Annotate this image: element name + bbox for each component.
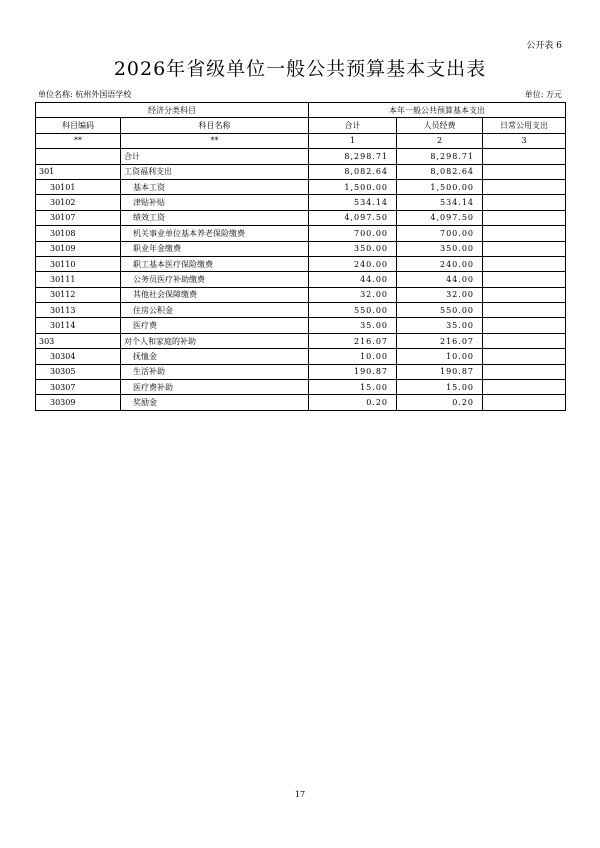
row-personnel: 550.00 [397, 303, 483, 318]
table-row [36, 364, 566, 379]
row-routine [483, 256, 566, 271]
column-header-routine: 日常公用支出 [483, 118, 566, 133]
row-routine [483, 195, 566, 210]
table-row [36, 303, 566, 318]
page-number: 17 [294, 790, 306, 799]
row-routine [483, 226, 566, 241]
row-personnel: 44.00 [397, 272, 483, 287]
row-personnel: 4,097.50 [397, 210, 483, 225]
header-group-left: 经济分类科目 [36, 103, 309, 118]
row-name: 津贴补贴 [121, 195, 309, 210]
index-name: ** [121, 133, 309, 148]
row-personnel: 700.00 [397, 226, 483, 241]
row-personnel: 0.20 [397, 395, 483, 410]
row-code: 303 [36, 333, 121, 348]
row-name: 基本工资 [121, 179, 309, 194]
table-row [36, 272, 566, 287]
row-code: 30305 [36, 364, 121, 379]
row-code: 30114 [36, 318, 121, 333]
index-personnel: 2 [397, 133, 483, 148]
row-routine [483, 349, 566, 364]
row-total: 15.00 [309, 380, 397, 395]
column-header-total: 合计 [309, 118, 397, 133]
row-name: 医疗费 [121, 318, 309, 333]
row-total: 240.00 [309, 256, 397, 271]
row-personnel: 8,298.71 [397, 149, 483, 164]
row-total: 32.00 [309, 287, 397, 302]
row-total: 216.07 [309, 333, 397, 348]
row-name: 医疗费补助 [121, 380, 309, 395]
row-name: 职工基本医疗保险缴费 [121, 256, 309, 271]
table-row [36, 149, 566, 164]
row-code: 30109 [36, 241, 121, 256]
row-code: 301 [36, 164, 121, 179]
unit-name-label: 单位名称: 杭州外国语学校 [38, 90, 132, 99]
page-title: 2026年省级单位一般公共预算基本支出表 [113, 58, 487, 80]
row-personnel: 534.14 [397, 195, 483, 210]
row-name: 合计 [121, 149, 309, 164]
row-routine [483, 179, 566, 194]
index-total: 1 [309, 133, 397, 148]
budget-table-body [36, 149, 566, 411]
row-personnel: 32.00 [397, 287, 483, 302]
row-total: 350.00 [309, 241, 397, 256]
row-total: 550.00 [309, 303, 397, 318]
row-routine [483, 164, 566, 179]
row-name: 职业年金缴费 [121, 241, 309, 256]
header-index-row [36, 133, 566, 148]
row-name: 生活补助 [121, 364, 309, 379]
row-total: 1,500.00 [309, 179, 397, 194]
row-code: 30111 [36, 272, 121, 287]
row-name: 公务员医疗补助缴费 [121, 272, 309, 287]
row-name: 抚恤金 [121, 349, 309, 364]
row-personnel: 10.00 [397, 349, 483, 364]
table-row [36, 226, 566, 241]
row-total: 700.00 [309, 226, 397, 241]
table-row [36, 164, 566, 179]
row-total: 44.00 [309, 272, 397, 287]
table-row [36, 333, 566, 348]
column-header-personnel: 人员经费 [397, 118, 483, 133]
row-routine [483, 272, 566, 287]
table-row [36, 210, 566, 225]
row-code: 30112 [36, 287, 121, 302]
row-personnel: 8,082.64 [397, 164, 483, 179]
row-name: 对个人和家庭的补助 [121, 333, 309, 348]
row-code: 30110 [36, 256, 121, 271]
row-name: 奖励金 [121, 395, 309, 410]
row-routine [483, 318, 566, 333]
row-code: 30101 [36, 179, 121, 194]
row-code: 30307 [36, 380, 121, 395]
row-name: 机关事业单位基本养老保险缴费 [121, 226, 309, 241]
row-total: 8,298.71 [309, 149, 397, 164]
row-total: 534.14 [309, 195, 397, 210]
index-routine: 3 [483, 133, 566, 148]
row-total: 8,082.64 [309, 164, 397, 179]
row-personnel: 190.87 [397, 364, 483, 379]
table-row [36, 287, 566, 302]
index-code: ** [36, 133, 121, 148]
row-total: 4,097.50 [309, 210, 397, 225]
row-personnel: 240.00 [397, 256, 483, 271]
row-name: 工资福利支出 [121, 164, 309, 179]
row-name: 其他社会保障缴费 [121, 287, 309, 302]
row-code: 30102 [36, 195, 121, 210]
row-code: 30107 [36, 210, 121, 225]
row-total: 10.00 [309, 349, 397, 364]
column-header-code: 科目编码 [36, 118, 121, 133]
row-total: 190.87 [309, 364, 397, 379]
row-routine [483, 364, 566, 379]
row-routine [483, 303, 566, 318]
row-name: 住房公积金 [121, 303, 309, 318]
form-code-label: 公开表 6 [526, 41, 562, 51]
budget-table [35, 102, 566, 411]
row-routine [483, 380, 566, 395]
table-row [36, 318, 566, 333]
row-total: 35.00 [309, 318, 397, 333]
row-routine [483, 395, 566, 410]
row-code: 30309 [36, 395, 121, 410]
table-row [36, 395, 566, 410]
header-column-row [36, 118, 566, 133]
table-row [36, 179, 566, 194]
row-total: 0.20 [309, 395, 397, 410]
header-group-row [36, 103, 566, 118]
table-row [36, 241, 566, 256]
row-routine [483, 149, 566, 164]
row-code: 30108 [36, 226, 121, 241]
row-personnel: 15.00 [397, 380, 483, 395]
row-personnel: 35.00 [397, 318, 483, 333]
row-code: 30113 [36, 303, 121, 318]
row-personnel: 216.07 [397, 333, 483, 348]
table-row [36, 349, 566, 364]
table-row [36, 256, 566, 271]
table-row [36, 380, 566, 395]
row-personnel: 1,500.00 [397, 179, 483, 194]
row-routine [483, 287, 566, 302]
row-name: 绩效工资 [121, 210, 309, 225]
column-header-name: 科目名称 [121, 118, 309, 133]
row-code: 30304 [36, 349, 121, 364]
row-personnel: 350.00 [397, 241, 483, 256]
row-code [36, 149, 121, 164]
header-group-right: 本年一般公共预算基本支出 [309, 103, 566, 118]
row-routine [483, 333, 566, 348]
unit-measure-label: 单位: 万元 [524, 90, 562, 99]
table-row [36, 195, 566, 210]
row-routine [483, 210, 566, 225]
row-routine [483, 241, 566, 256]
